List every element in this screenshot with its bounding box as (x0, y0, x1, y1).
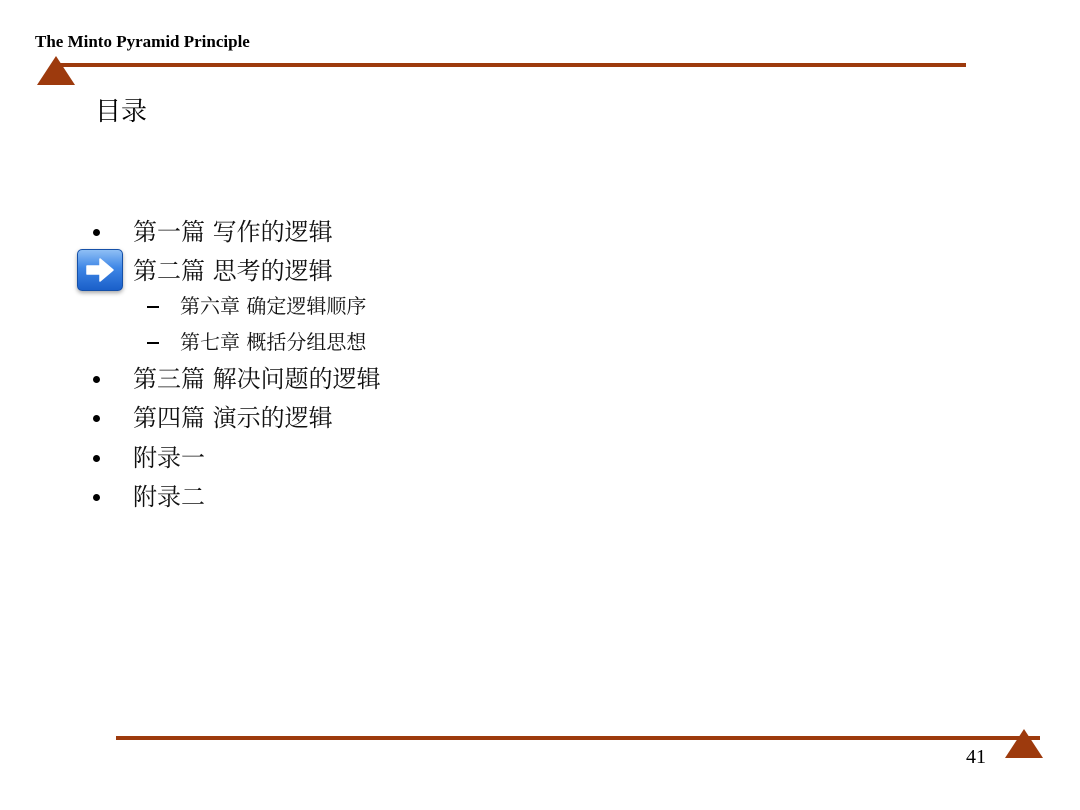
toc-item-appendix-2[interactable]: 附录二 (133, 483, 205, 511)
bullet-marker (93, 415, 100, 422)
toc-item-chapter-7[interactable]: 第七章 概括分组思想 (180, 330, 367, 354)
top-triangle-icon (37, 56, 75, 85)
section-title: 目录 (95, 97, 148, 127)
toc-item-part-1[interactable]: 第一篇 写作的逻辑 (133, 218, 333, 246)
dash-marker (147, 342, 159, 344)
bottom-triangle-icon (1005, 729, 1043, 758)
current-section-arrow-icon[interactable] (77, 249, 123, 291)
bullet-marker (93, 376, 100, 383)
bullet-marker (93, 494, 100, 501)
toc-item-part-4[interactable]: 第四篇 演示的逻辑 (133, 404, 333, 432)
top-rule (55, 63, 966, 67)
page-number: 41 (966, 746, 986, 768)
toc-item-appendix-1[interactable]: 附录一 (133, 444, 205, 472)
toc-item-part-3[interactable]: 第三篇 解决问题的逻辑 (133, 365, 381, 393)
toc-item-part-2[interactable]: 第二篇 思考的逻辑 (133, 257, 333, 285)
toc-item-chapter-6[interactable]: 第六章 确定逻辑顺序 (180, 294, 367, 318)
bullet-marker (93, 229, 100, 236)
dash-marker (147, 306, 159, 308)
header-title: The Minto Pyramid Principle (35, 32, 250, 51)
bullet-marker (93, 455, 100, 462)
bottom-rule (116, 736, 1040, 740)
